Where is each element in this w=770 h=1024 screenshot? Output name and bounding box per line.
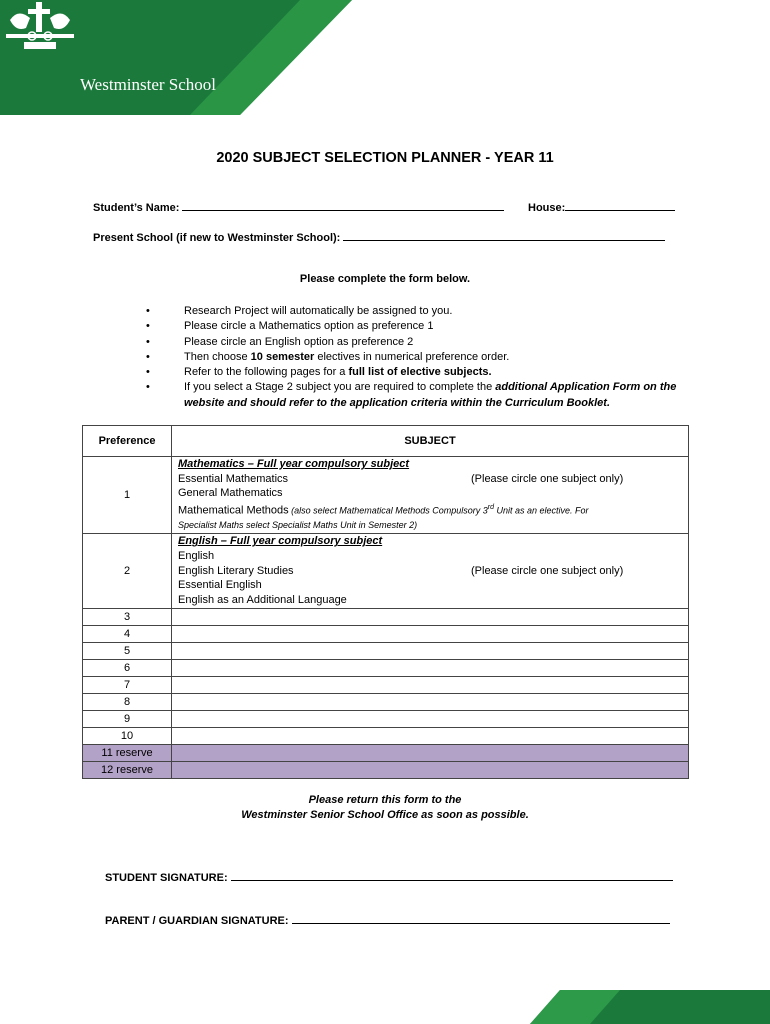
page-title: 2020 SUBJECT SELECTION PLANNER - YEAR 11: [216, 150, 554, 166]
maths-methods-note-cont: Unit as an elective. For: [494, 505, 589, 516]
student-name-field[interactable]: [93, 199, 504, 214]
bullet-icon: •: [146, 335, 150, 348]
subject-cell[interactable]: [172, 727, 689, 744]
table-row: [83, 608, 689, 625]
subject-cell[interactable]: [172, 693, 689, 710]
preference-table: [82, 425, 689, 779]
footer-corner-shape: [530, 990, 770, 1024]
parent-signature-field[interactable]: [105, 912, 670, 927]
list-item-text: Please circle an English option as preference 2: [184, 335, 414, 348]
return-note: [0, 793, 770, 823]
pref-num: 7: [83, 676, 172, 693]
english-row: [83, 534, 689, 609]
parent-signature-line[interactable]: [292, 912, 670, 924]
reserve-row: [83, 744, 689, 761]
student-signature-label: STUDENT SIGNATURE:: [105, 872, 228, 884]
list-item-text: Then choose: [184, 350, 251, 363]
english-option-essential[interactable]: Essential English: [178, 579, 262, 592]
subject-cell[interactable]: [172, 642, 689, 659]
english-option-english[interactable]: English: [178, 549, 215, 562]
maths-option-general[interactable]: General Mathematics: [178, 487, 283, 500]
list-item: [140, 304, 700, 319]
table-header-row: [83, 426, 689, 457]
pref-num: 5: [83, 642, 172, 659]
return-note-line1: Please return this form to the: [308, 794, 462, 806]
pref-num: 10: [83, 727, 172, 744]
list-item-text: electives in numerical preference order.: [314, 350, 510, 363]
student-signature-line[interactable]: [231, 869, 673, 881]
english-circle-note: (Please circle one subject only): [471, 564, 624, 577]
col-subject-header: SUBJECT: [172, 426, 689, 457]
english-subject-cell[interactable]: [172, 534, 689, 609]
subject-cell[interactable]: [172, 676, 689, 693]
list-item: [140, 335, 700, 350]
parent-signature-label: PARENT / GUARDIAN SIGNATURE:: [105, 915, 289, 927]
maths-methods-note-sup: rd: [487, 504, 494, 512]
school-crest-icon: [0, 0, 80, 54]
list-item: [140, 319, 700, 334]
reserve-subject-cell[interactable]: [172, 744, 689, 761]
bullet-icon: •: [146, 366, 150, 379]
table-row: [83, 710, 689, 727]
reserve-row: [83, 761, 689, 778]
present-school-label: Present School (if new to Westminster School):: [93, 232, 341, 244]
pref-num: 8: [83, 693, 172, 710]
return-note-line2: Westminster Senior School Office as soon as possible.: [241, 809, 529, 821]
pref-num: 3: [83, 608, 172, 625]
english-option-literary[interactable]: English Literary Studies: [178, 564, 294, 577]
student-name-line[interactable]: [182, 199, 504, 211]
list-item: [140, 380, 700, 411]
english-heading: English – Full year compulsory subject: [178, 535, 383, 548]
house-field[interactable]: [528, 199, 675, 214]
bullet-icon: •: [146, 350, 150, 363]
maths-option-methods[interactable]: Mathematical Methods: [178, 504, 289, 517]
header-banner: [0, 0, 770, 115]
student-name-label: Student’s Name:: [93, 202, 180, 214]
maths-subject-cell[interactable]: [172, 457, 689, 534]
instruction-text: Please complete the form below.: [299, 273, 471, 285]
pref-num: 6: [83, 659, 172, 676]
table-row: [83, 727, 689, 744]
present-school-field[interactable]: [93, 229, 665, 244]
subject-cell[interactable]: [172, 659, 689, 676]
bullet-icon: •: [146, 381, 150, 394]
maths-methods-note: (also select Mathematical Methods Compulsory 3: [288, 505, 488, 516]
maths-row: [83, 457, 689, 534]
list-item-text: Research Project will automatically be assigned to you.: [184, 305, 453, 317]
school-name: Westminster School: [80, 75, 217, 94]
bullet-icon: •: [146, 305, 150, 317]
list-item-bold: additional Application Form on the website and should refer to the application criteria within the Curriculum Booklet.: [184, 381, 677, 409]
table-row: [83, 642, 689, 659]
list-item-bold: 10 semester: [250, 350, 315, 363]
list-item-text: If you select a Stage 2 subject you are required to complete the: [184, 381, 496, 394]
maths-option-essential[interactable]: Essential Mathematics: [178, 472, 289, 485]
house-line[interactable]: [565, 199, 675, 211]
list-item-bold: full list of elective subjects.: [348, 366, 492, 379]
table-row: [83, 625, 689, 642]
reserve-pref-num: 12 reserve: [83, 761, 172, 778]
pref-num: 9: [83, 710, 172, 727]
present-school-line[interactable]: [343, 229, 665, 241]
col-preference-header: Preference: [83, 426, 172, 457]
student-signature-field[interactable]: [105, 869, 673, 884]
list-item: [140, 350, 700, 365]
maths-specialist-note: Specialist Maths select Specialist Maths Unit in Semester 2): [178, 520, 418, 531]
reserve-pref-num: 11 reserve: [83, 744, 172, 761]
table-row: [83, 659, 689, 676]
pref-num: 4: [83, 625, 172, 642]
banner-shape: [0, 0, 770, 115]
house-label: House:: [528, 202, 566, 214]
subject-cell[interactable]: [172, 608, 689, 625]
subject-cell[interactable]: [172, 625, 689, 642]
maths-pref-num: 1: [83, 457, 172, 534]
list-item-text: Please circle a Mathematics option as preference 1: [184, 320, 434, 333]
maths-circle-note: (Please circle one subject only): [471, 472, 624, 485]
instruction-list: [140, 304, 700, 411]
maths-heading: Mathematics – Full year compulsory subject: [178, 458, 410, 470]
table-row: [83, 676, 689, 693]
list-item: [140, 365, 700, 380]
subject-cell[interactable]: [172, 710, 689, 727]
english-option-eal[interactable]: English as an Additional Language: [178, 593, 347, 606]
reserve-subject-cell[interactable]: [172, 761, 689, 778]
bullet-icon: •: [146, 320, 150, 333]
english-pref-num: 2: [83, 534, 172, 609]
table-row: [83, 693, 689, 710]
list-item-text: Refer to the following pages for a: [184, 366, 349, 379]
